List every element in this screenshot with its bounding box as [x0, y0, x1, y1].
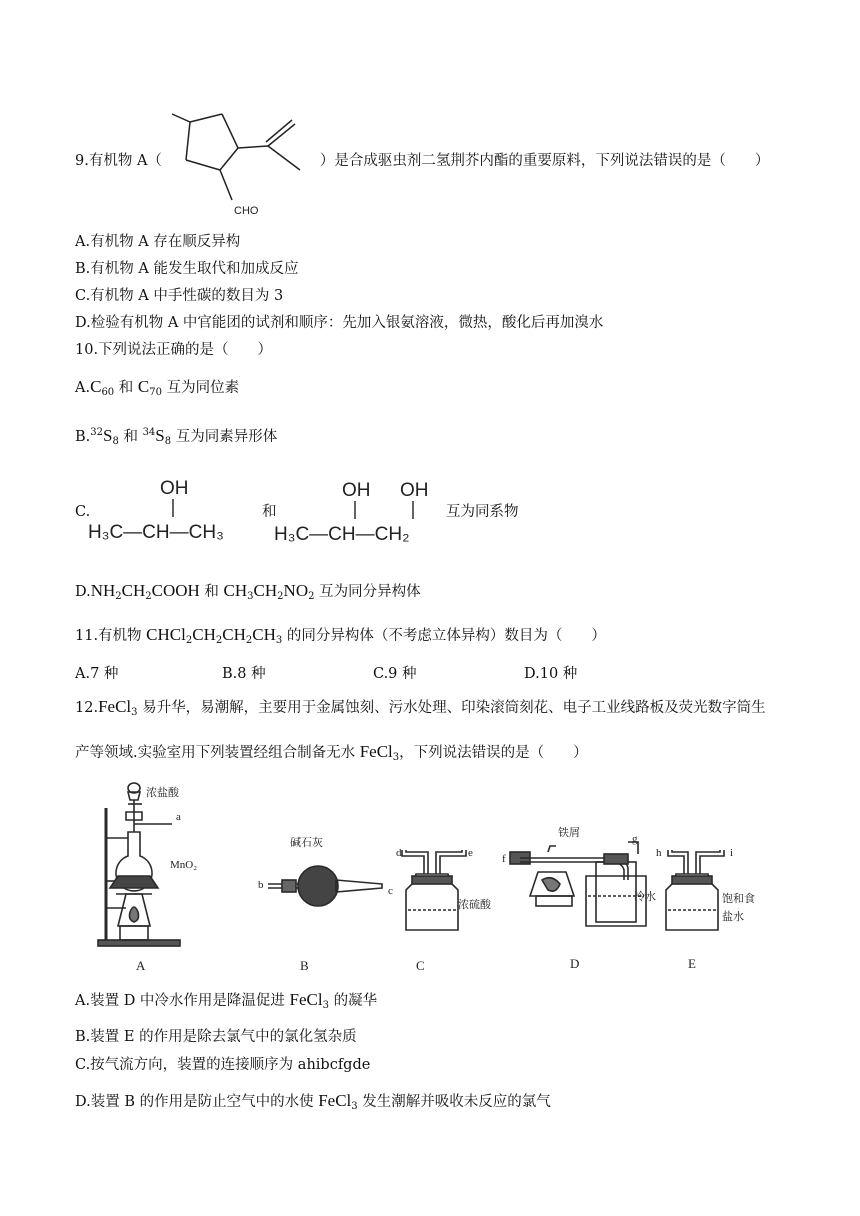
q10-c-and: 和: [262, 504, 277, 520]
mol1-chain: H₃C—CH—CH₃: [88, 522, 224, 543]
label-i: i: [730, 847, 734, 859]
label-f: f: [502, 853, 506, 865]
q12-stem-line2: 产等领域.实验室用下列装置经组合制备无水 FeCl$_3$，下列说法错误的是（ ）: [75, 742, 588, 763]
cho-label: CHO: [234, 205, 259, 217]
q11-option-a: A.7 种: [75, 666, 119, 682]
caption-e: E: [688, 956, 696, 971]
device-a: [98, 783, 180, 946]
label-d: d: [396, 847, 402, 859]
q9-option-a: A.有机物 A 存在顺反异构: [75, 234, 241, 250]
caption-a: A: [136, 958, 146, 973]
caption-b: B: [300, 958, 309, 973]
label-conc-hcl: 浓盐酸: [146, 787, 179, 799]
q10-option-d: $D.NH_2CH_2COOH$ 和 $CH_3CH_2NO_2$ 互为同分异构体: [75, 581, 421, 602]
label-mno2: MnO₂: [170, 859, 198, 871]
label-h: h: [656, 847, 662, 859]
label-cold-water: 冷水: [634, 891, 656, 903]
label-a: a: [176, 811, 181, 823]
q9-structure: [150, 108, 310, 220]
label-g: g: [632, 833, 638, 845]
label-e: e: [468, 847, 473, 859]
q11-option-c: C.9 种: [373, 666, 417, 682]
q10-c-tail: 互为同系物: [446, 504, 519, 520]
label-iron: 铁屑: [558, 827, 580, 839]
device-b: [268, 866, 382, 906]
mol1-oh: OH: [160, 478, 189, 499]
q10-option-c-prefix: C.: [75, 504, 91, 520]
label-conc-h2so4: 浓硫酸: [458, 899, 491, 911]
label-brine-1: 饱和食: [722, 893, 755, 905]
apparatus-figure: [90, 776, 790, 976]
label-brine-2: 盐水: [722, 911, 744, 923]
q12-option-c: C.按气流方向，装置的连接顺序为 ahibcfgde: [75, 1057, 371, 1073]
q9-option-b: B.有机物 A 能发生取代和加成反应: [75, 261, 299, 277]
q10-c-molecule-1: [86, 472, 266, 552]
mol2-oh-2: OH: [400, 480, 429, 501]
q11-stem: 11.有机物 $CHCl_2CH_2CH_2CH_3$ 的同分异构体（不考虑立体异构）数目为（ ）: [75, 625, 606, 646]
q10-option-b: $B.^{32}S_8$ 和 $^{34}S_8$ 互为同素异形体: [75, 426, 278, 447]
q11-option-d: D.10 种: [524, 666, 578, 682]
caption-c: C: [416, 958, 425, 973]
mol2-oh-1: OH: [342, 480, 371, 501]
q12-stem-line1: 12.FeCl$_3$ 易升华，易潮解，主要用于金属蚀刻、污水处理、印染滚筒刻花、电子工业线路板及荧光数字筒生: [75, 697, 766, 718]
label-b: b: [258, 879, 264, 891]
device-e: [666, 850, 724, 930]
q10-option-a: $A.C_{60}$ 和 $C_{70}$ 互为同位素: [75, 377, 240, 398]
device-c: [402, 850, 466, 930]
q9-suffix: ）是合成驱虫剂二氢荆芥内酯的重要原料，下列说法错误的是（ ）: [319, 153, 770, 169]
caption-d: D: [570, 956, 580, 971]
mol2-chain: H₃C—CH—CH₂: [274, 524, 410, 545]
q10-c-molecule-2: [272, 474, 447, 554]
label-c: c: [388, 885, 393, 897]
q9-option-d: D.检验有机物 A 中官能团的试剂和顺序：先加入银氨溶液，微热，酸化后再加溴水: [75, 315, 604, 331]
device-d: [510, 842, 646, 926]
q12-option-a: A.装置 D 中冷水作用是降温促进 FeCl$_3$ 的凝华: [75, 990, 378, 1011]
q11-option-b: B.8 种: [222, 666, 266, 682]
q10-stem: 10.下列说法正确的是（ ）: [75, 342, 273, 358]
label-soda-lime: 碱石灰: [290, 837, 323, 849]
q9-option-c: C.有机物 A 中手性碳的数目为 3: [75, 288, 284, 304]
q12-option-b: B.装置 E 的作用是除去氯气中的氯化氢杂质: [75, 1029, 357, 1045]
q9-prefix: 9.有机物 A（: [75, 153, 162, 169]
q12-option-d: D.装置 B 的作用是防止空气中的水使 FeCl$_3$ 发生潮解并吸收未反应的氯气: [75, 1091, 551, 1112]
